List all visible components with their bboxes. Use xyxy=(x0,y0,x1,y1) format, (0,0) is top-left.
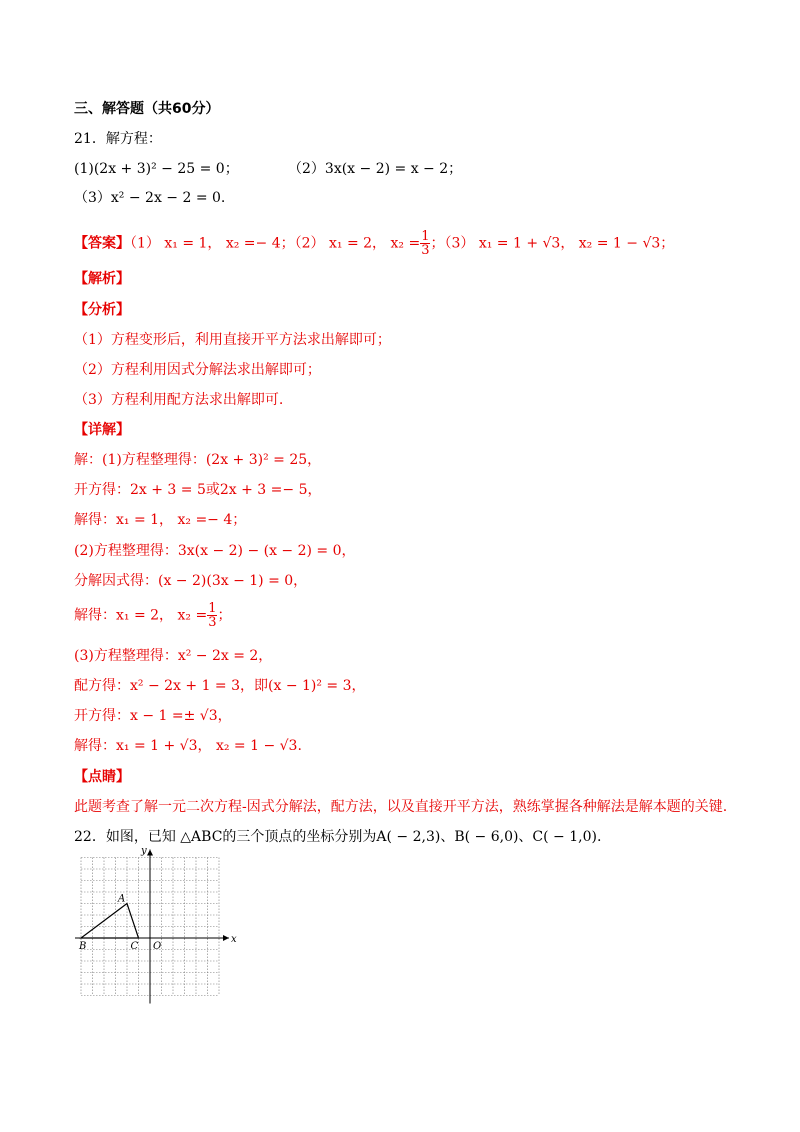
answer-part2-end: ； xyxy=(430,235,445,252)
xiangjie-fraction-num: 1 xyxy=(208,601,217,616)
xiangjie-step6 xyxy=(74,602,231,629)
xiangjie-fraction-den: 3 xyxy=(208,615,217,630)
xiangjie-step9: 开方得：x − 1 =± √3， xyxy=(74,708,232,724)
answer-line xyxy=(74,230,674,257)
fenxi-line2: （2）方程利用因式分解法求出解即可； xyxy=(74,362,321,378)
fenxi-tag: 【分析】 xyxy=(74,302,130,318)
answer-part3: （3） x₁ = 1 + √3， x₂ = 1 − √3； xyxy=(444,235,675,252)
xiangjie-step1: 解：(1)方程整理得：(2x + 3)² = 25， xyxy=(74,452,322,468)
xiangjie-tag: 【详解】 xyxy=(74,422,130,438)
xiangjie-step8: 配方得：x² − 2x + 1 = 3，即(x − 1)² = 3， xyxy=(74,678,366,694)
label-y: y xyxy=(141,846,147,857)
xiangjie-step5: 分解因式得：(x − 2)(3x − 1) = 0， xyxy=(74,573,308,589)
xiangjie-step6-text: 解得：x₁ = 2， x₂ = xyxy=(74,607,208,624)
label-x: x xyxy=(231,934,237,945)
dianjing-tag: 【点睛】 xyxy=(74,769,130,785)
xiangjie-step7: (3)方程整理得：x² − 2x = 2， xyxy=(74,648,273,664)
q22-text: 22．如图，已知 △ABC的三个顶点的坐标分别为A( − 2,3)、B( − 6,0)、C( − 1,0). xyxy=(74,829,602,845)
label-o: O xyxy=(153,941,162,952)
answer-part1: （1） x₁ = 1， x₂ =− 4； xyxy=(130,235,295,252)
label-b: B xyxy=(79,941,87,952)
coordinate-grid-svg xyxy=(74,846,254,1010)
xiangjie-step10: 解得：x₁ = 1 + √3， x₂ = 1 − √3. xyxy=(74,738,302,754)
label-a: A xyxy=(118,893,126,905)
dianjing-text: 此题考查了解一元二次方程-因式分解法，配方法，以及直接开平方法，熟练掌握各种解法是解本题的关键. xyxy=(74,799,728,815)
xiangjie-step2: 开方得：2x + 3 = 5或2x + 3 =− 5， xyxy=(74,482,322,498)
triangle-abc xyxy=(81,904,139,939)
label-c: C xyxy=(130,941,139,952)
xiangjie-fraction xyxy=(207,602,217,629)
q21-part3: （3）x² − 2x − 2 = 0. xyxy=(74,190,226,206)
answer-fraction-den: 3 xyxy=(421,243,430,258)
xiangjie-step6-end: ； xyxy=(217,607,232,624)
x-axis-arrow xyxy=(223,935,229,941)
coordinate-figure xyxy=(74,846,254,1014)
q21-part1: (1)(2x + 3)² − 25 = 0； xyxy=(74,161,239,177)
y-axis-arrow xyxy=(147,850,153,856)
q21-part2: （2）3x(x − 2) = x − 2； xyxy=(288,161,463,177)
answer-fraction-num: 1 xyxy=(421,229,430,244)
answer-part2: （2） x₁ = 2， x₂ = xyxy=(294,235,421,252)
answer-tag: 【答案】 xyxy=(74,235,130,252)
answer-fraction xyxy=(420,230,430,257)
fenxi-line1: （1）方程变形后，利用直接开平方法求出解即可； xyxy=(74,332,391,348)
fenxi-line3: （3）方程利用配方法求出解即可. xyxy=(74,392,284,408)
jiexi-tag: 【解析】 xyxy=(74,271,130,287)
xiangjie-step3: 解得：x₁ = 1， x₂ =− 4； xyxy=(74,512,247,528)
section-title: 三、解答题（共60分） xyxy=(74,101,220,117)
xiangjie-step4: (2)方程整理得：3x(x − 2) − (x − 2) = 0， xyxy=(74,543,356,559)
q21-header: 21．解方程： xyxy=(74,131,162,147)
